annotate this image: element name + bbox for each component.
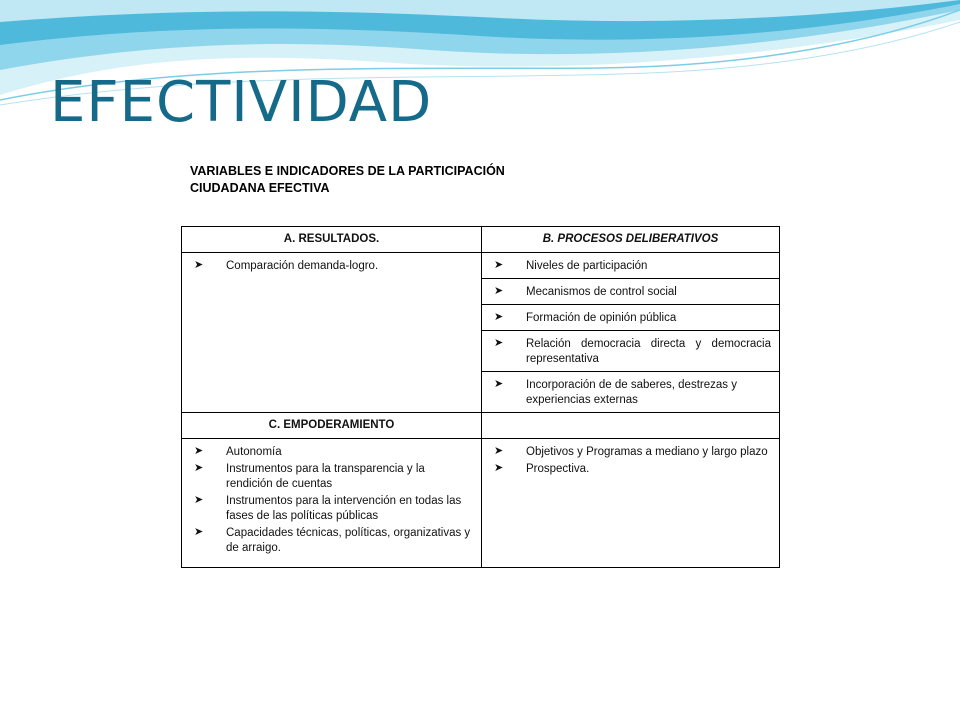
header-procesos-deliberativos: B. PROCESOS DELIBERATIVOS (482, 227, 780, 253)
arrow-bullet-icon: ➤ (494, 462, 504, 474)
list-item: ➤ Formación de opinión pública (494, 311, 677, 324)
arrow-bullet-icon: ➤ (194, 259, 204, 271)
cell-estrategia (482, 439, 780, 568)
slide-title: EFECTIVIDAD (50, 70, 433, 135)
list-item: ➤ Objetivos y Programas a mediano y largo plazo (494, 445, 768, 458)
slide-subtitle: VARIABLES E INDICADORES DE LA PARTICIPACIÓN CIUDADANA EFECTIVA (190, 164, 505, 195)
cell-empoderamiento (182, 439, 482, 568)
cell-procesos-1 (482, 253, 780, 279)
cell-procesos-4 (482, 331, 780, 372)
list-item: ➤ Instrumentos para la transparencia y la rendición de cuentas (194, 462, 425, 490)
arrow-bullet-icon: ➤ (194, 445, 204, 457)
indicators-table (181, 226, 780, 568)
arrow-bullet-icon: ➤ (494, 337, 504, 349)
cell-procesos-3 (482, 305, 780, 331)
list-item: ➤ Relación democracia directa y democracia representativa (494, 337, 771, 365)
list-item: ➤ Comparación demanda-logro. (194, 259, 379, 272)
arrow-bullet-icon: ➤ (494, 445, 504, 457)
list-item: ➤ Niveles de participación (494, 259, 648, 272)
list-item: ➤ Capacidades técnicas, políticas, organizativas y de arraigo. (194, 526, 471, 554)
cell-resultados (182, 253, 482, 413)
header-resultados: A. RESULTADOS. (182, 227, 482, 253)
arrow-bullet-icon: ➤ (494, 285, 504, 297)
list-item: ➤ Instrumentos para la intervención en todas las fases de las políticas públicas (194, 494, 462, 522)
list-item: ➤ Prospectiva. (494, 462, 590, 475)
arrow-bullet-icon: ➤ (494, 259, 504, 271)
cell-procesos-5 (482, 372, 780, 413)
list-item: ➤ Incorporación de de saberes, destrezas y experiencias externas (494, 378, 737, 406)
arrow-bullet-icon: ➤ (494, 378, 504, 390)
cell-procesos-2 (482, 279, 780, 305)
list-item: ➤ Mecanismos de control social (494, 285, 677, 298)
arrow-bullet-icon: ➤ (194, 462, 204, 474)
header-empoderamiento: C. EMPODERAMIENTO (182, 413, 482, 439)
arrow-bullet-icon: ➤ (194, 526, 204, 538)
arrow-bullet-icon: ➤ (194, 494, 204, 506)
arrow-bullet-icon: ➤ (494, 311, 504, 323)
list-item: ➤ Autonomía (194, 445, 282, 458)
header-estrategia-planificacion: D. ESTRATEGIA Y PLANIFICACIÓN (482, 413, 780, 439)
